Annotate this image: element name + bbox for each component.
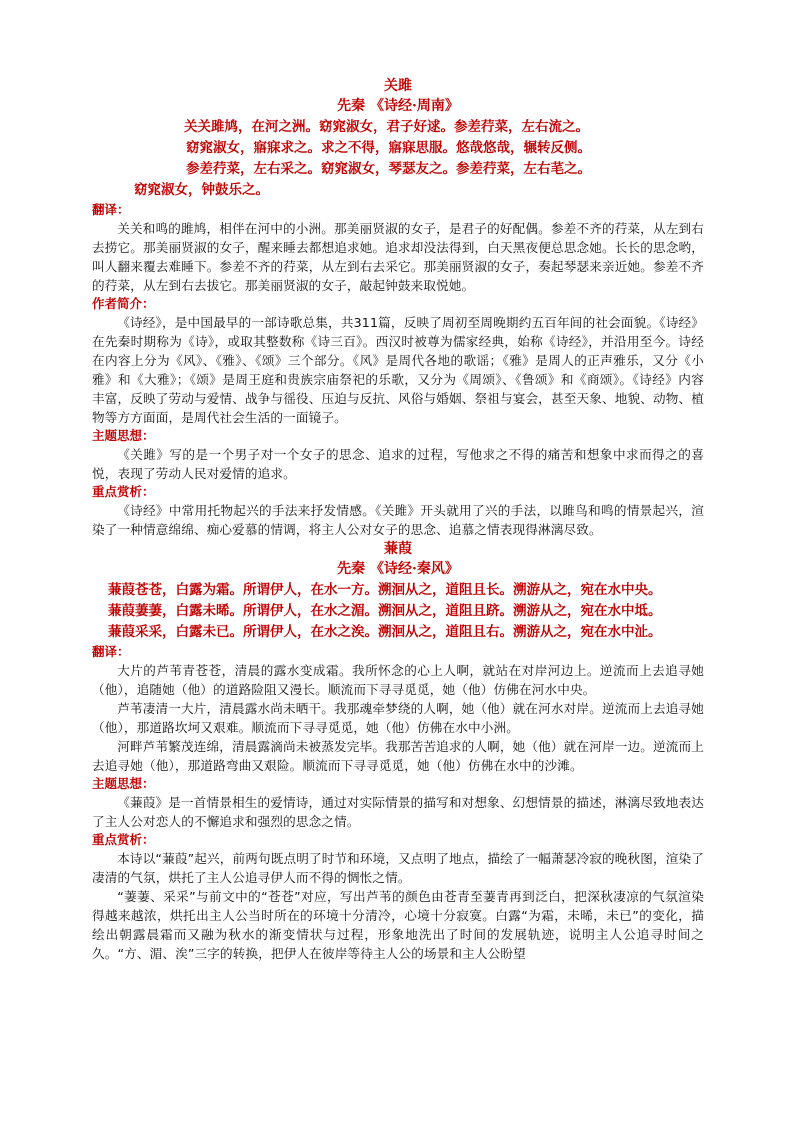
author-intro-text: 《诗经》，是中国最早的一部诗歌总集，共311篇，反映了周初至周晚期约五百年间的社会面貌。《诗经》在先秦时期称为《诗》，或取其整数称《诗三百》。西汉时被尊为儒家经典，始称《诗经》，并沿用至今。诗经在内容上分为《风》、《雅》、《颂》三个部分。《风》是周代各地的歌谣；《雅》是周人的正声雅乐，又分《小雅》和《大雅》；《颂》是周王庭和贵族宗庙祭祀的乐歌，又分为《周颂》、《鲁颂》和《商颂》。《诗经》内容丰富，反映了劳动与爱情、战争与徭役、压迫与反抗、风俗与婚姻、祭祖与宴会，甚至天象、地貌、动物、植物等方方面面，是周代社会生活的一面镜子。 — [92, 315, 704, 425]
poem-line: 关关雎鸠，在河之洲。窈窕淑女，君子好逑。参差荇菜，左右流之。 — [184, 119, 589, 135]
poem-line: 蒹葭萋萋，白露未晞。所谓伊人，在水之湄。溯洄从之，道阻且跻。溯游从之，宛在水中坻。 — [108, 603, 662, 619]
document-body — [92, 76, 704, 963]
poem-line: 参差荇菜，左右采之。窈窕淑女，琴瑟友之。参差荇菜，左右芼之。 — [186, 161, 591, 177]
section-heading-appreciation: 重点赏析： — [92, 832, 155, 847]
poem-line: 窈窕淑女，钟鼓乐之。 — [134, 182, 269, 198]
appreciation-text: 《诗经》中常用托物起兴的手法来抒发情感。《关雎》开头就用了兴的手法，以雎鸟和鸣的情景起兴，渲染了一种情意绵绵、痴心爱慕的情调，将主人公对女子的思念、追慕之情表现得淋漓尽致。 — [92, 503, 704, 537]
section-heading-translation: 翻译： — [92, 202, 130, 217]
section-heading-theme: 主题思想： — [92, 428, 155, 443]
translation-text: 关关和鸣的雎鸠，相伴在河中的小洲。那美丽贤淑的女子，是君子的好配偶。参差不齐的荇菜，从左到右去捞它。那美丽贤淑的女子，醒来睡去都想追求她。追求却没法得到，白天黑夜便总思念她。长长的思念哟，叫人翻来覆去难睡下。参差不齐的荇菜，从左到右去采它。那美丽贤淑的女子，奏起琴瑟来亲近她。参差不齐的荇菜，从左到右去拔它。那美丽贤淑的女子，敲起钟鼓来取悦她。 — [92, 221, 704, 293]
poem-line: 蒹葭苍苍，白露为霜。所谓伊人，在水一方。溯洄从之，道阻且长。溯游从之，宛在水中央。 — [108, 582, 662, 598]
poem-author-guanju: 先秦 《诗经·周南》 — [337, 98, 459, 114]
poem-text-jianjia — [92, 580, 704, 643]
poem-title-jianjia: 蒹葭 — [384, 541, 412, 557]
section-heading-theme: 主题思想： — [92, 776, 155, 791]
poem-line: 窈窕淑女，寤寐求之。求之不得，寤寐思服。悠哉悠哉，辗转反侧。 — [186, 140, 591, 156]
theme-text: 《关雎》写的是一个男子对一个女子的思念、追求的过程，写他求之不得的痛苦和想象中求而得之的喜悦，表现了劳动人民对爱情的追求。 — [92, 447, 704, 481]
translation-text: 芦苇凄清一大片，清晨露水尚未晒干。我那魂牵梦绕的人啊，她（他）就在河水对岸。逆流而上去追寻她（他），那道路坎坷又艰难。顺流而下寻寻觅觅，她（他）仿佛在水中小洲。 — [92, 701, 704, 735]
poem-line: 蒹葭采采，白露未已。所谓伊人，在水之涘。溯洄从之，道阻且右。溯游从之，宛在水中沚。 — [108, 624, 662, 640]
translation-text: 河畔芦苇繁茂连绵，清晨露滴尚未被蒸发完毕。我那苦苦追求的人啊，她（他）就在河岸一边。逆流而上去追寻她（他），那道路弯曲又艰险。顺流而下寻寻觅觅，她（他）仿佛在水中的沙滩。 — [92, 739, 704, 773]
poem-author-jianjia: 先秦 《诗经·秦风》 — [337, 561, 459, 577]
poem-title-guanju: 关雎 — [384, 78, 412, 94]
theme-text: 《蒹葭》是一首情景相生的爱情诗，通过对实际情景的描写和对想象、幻想情景的描述，淋漓尽致地表达了主人公对恋人的不懈追求和强烈的思念之情。 — [92, 795, 704, 829]
section-heading-author-intro: 作者简介： — [92, 296, 155, 311]
translation-text: 大片的芦苇青苍苍，清晨的露水变成霜。我所怀念的心上人啊，就站在对岸河边上。逆流而上去追寻她（他），追随她（他）的道路险阻又漫长。顺流而下寻寻觅觅，她（他）仿佛在河水中央。 — [92, 663, 704, 697]
appreciation-text: “萋萋、采采”与前文中的“苍苍”对应，写出芦苇的颜色由苍青至萋青再到泛白，把深秋凄凉的气氛渲染得越来越浓，烘托出主人公当时所在的环境十分清冷，心境十分寂寞。白露“为霜，未晞，未已”的变化，描绘出朝露晨霜而又融为秋水的渐变情状与过程，形象地洗出了时间的发展轨迹，说明主人公追寻时间之久。“方、湄、涘”三字的转换，把伊人在彼岸等待主人公的场景和主人公盼望 — [92, 889, 704, 961]
poem-text-guanju — [92, 117, 704, 201]
appreciation-text: 本诗以“蒹葭”起兴，前两句既点明了时节和环境，又点明了地点，描绘了一幅萧瑟冷寂的晚秋图，渲染了凄清的气氛，烘托了主人公追寻伊人而不得的惆怅之情。 — [92, 851, 705, 885]
section-heading-translation: 翻译： — [92, 644, 130, 659]
section-heading-appreciation: 重点赏析： — [92, 484, 155, 499]
